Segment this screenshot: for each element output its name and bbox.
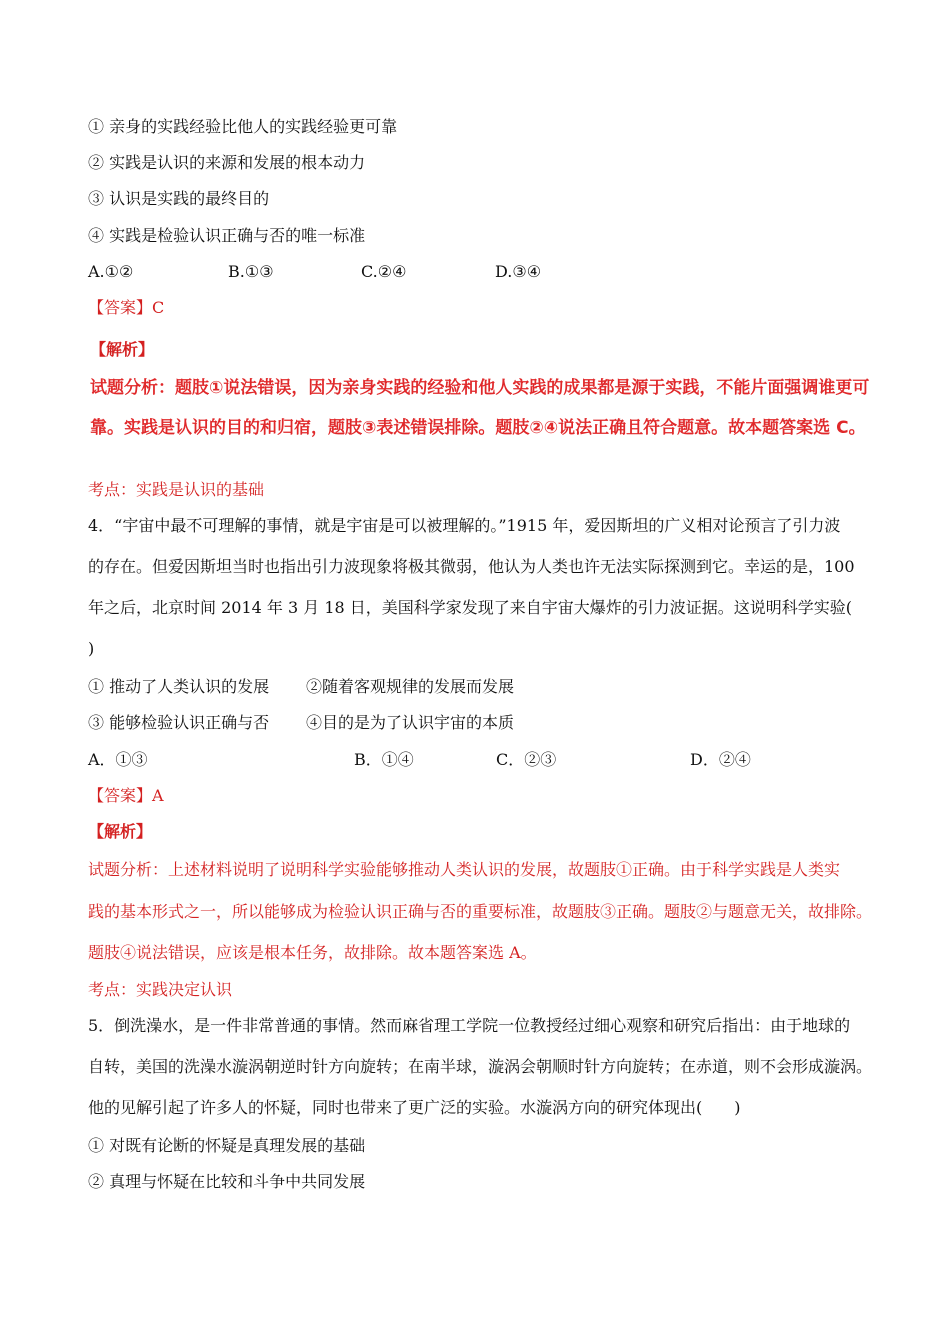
q4-analysis-heading: 【解析】 — [88, 822, 153, 841]
q4-option-c: C．②③ — [496, 750, 557, 769]
q4-option-b: B．①④ — [354, 750, 414, 769]
q4-analysis-line-3: 题肢④说法错误，应该是根本任务，故排除。故本题答案选 A。 — [88, 943, 537, 962]
q3-option-d: D.③④ — [495, 262, 542, 281]
q3-answer: 【答案】C — [88, 298, 165, 317]
q4-option-d: D．②④ — [690, 750, 751, 769]
q4-option-a: A．①③ — [88, 750, 148, 769]
q3-kaodian: 考点：实践是认识的基础 — [88, 480, 265, 499]
q4-stem-line-4: ) — [88, 639, 95, 658]
q3-option-b: B.①③ — [228, 262, 274, 281]
q3-analysis-line-2: 靠。实践是认识的目的和归宿，题肢③表述错误排除。题肢②④说法正确且符合题意。故本题答案选 C。 — [90, 418, 866, 438]
q4-analysis-line-1: 试题分析：上述材料说明了说明科学实验能够推动人类认识的发展，故题肢①正确。由于科学实践是人类实 — [88, 860, 841, 879]
q4-statement-3: ③ 能够检验认识正确与否 — [88, 713, 270, 732]
q4-stem-line-1: 4．“宇宙中最不可理解的事情，就是宇宙是可以被理解的。”1915 年，爱因斯坦的广义相对论预言了引力波 — [88, 516, 841, 535]
q3-statement-1: ① 亲身的实践经验比他人的实践经验更可靠 — [88, 117, 398, 136]
q3-statement-4: ④ 实践是检验认识正确与否的唯一标准 — [88, 226, 366, 245]
q4-statement-1: ① 推动了人类认识的发展 — [88, 677, 270, 696]
q4-answer: 【答案】A — [88, 786, 164, 805]
q4-stem-line-2: 的存在。但爱因斯坦当时也指出引力波现象将极其微弱，他认为人类也许无法实际探测到它。幸运的是，100 — [88, 557, 855, 576]
q4-stem-line-3: 年之后，北京时间 2014 年 3 月 18 日，美国科学家发现了来自宇宙大爆炸的引力波证据。这说明科学实验( — [88, 598, 853, 617]
q3-option-c: C.②④ — [361, 262, 407, 281]
q3-option-a: A.①② — [88, 262, 134, 281]
q5-statement-1: ① 对既有论断的怀疑是真理发展的基础 — [88, 1136, 366, 1155]
q5-statement-2: ② 真理与怀疑在比较和斗争中共同发展 — [88, 1172, 366, 1191]
q3-statement-3: ③ 认识是实践的最终目的 — [88, 189, 270, 208]
q3-analysis-heading: 【解析】 — [90, 340, 155, 359]
q5-stem-line-1: 5．倒洗澡水，是一件非常普通的事情。然而麻省理工学院一位教授经过细心观察和研究后指出：由于地球的 — [88, 1016, 851, 1035]
q3-statement-2: ② 实践是认识的来源和发展的根本动力 — [88, 153, 366, 172]
q5-stem-line-2: 自转，美国的洗澡水漩涡朝逆时针方向旋转；在南半球，漩涡会朝顺时针方向旋转；在赤道，则不会形成漩涡。 — [88, 1057, 873, 1076]
q5-stem-line-3: 他的见解引起了许多人的怀疑，同时也带来了更广泛的实验。水漩涡方向的研究体现出( ) — [88, 1098, 741, 1117]
q3-analysis-line-1: 试题分析：题肢①说法错误，因为亲身实践的经验和他人实践的成果都是源于实践，不能片面强调谁更可 — [90, 378, 870, 398]
q4-statement-4: ④目的是为了认识宇宙的本质 — [306, 713, 515, 732]
q4-kaodian: 考点：实践决定认识 — [88, 980, 233, 999]
q4-analysis-line-2: 践的基本形式之一，所以能够成为检验认识正确与否的重要标准，故题肢③正确。题肢②与题意无关，故排除。 — [88, 902, 873, 921]
q4-statement-2: ②随着客观规律的发展而发展 — [306, 677, 515, 696]
